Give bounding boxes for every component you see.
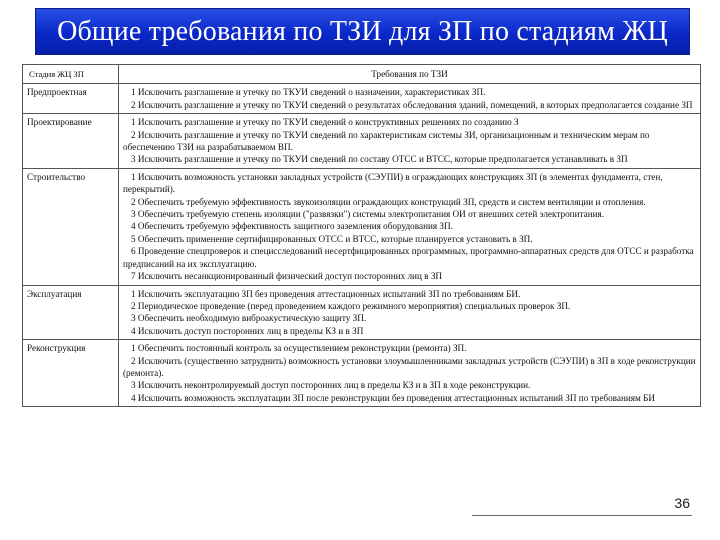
requirements-cell xyxy=(119,84,701,114)
table-row xyxy=(23,340,701,407)
stage-cell: Строительство xyxy=(23,168,119,285)
slide-title-banner xyxy=(35,8,690,55)
requirement-item: 6 Проведение спецпроверок и специсследований несертфицированных программных, программно-аппаратных средств для ОТСС и разработка предписаний на их эксплуатацию. xyxy=(123,246,694,269)
requirement-item: 7 Исключить несанкционированный физический доступ посторонних лиц в ЗП xyxy=(131,271,443,282)
requirement-item: 2 Обеспечить требуемую эффективность звукоизоляции ограждающих конструкций ЗП, средств и систем вентиляции и отопления. xyxy=(131,196,646,207)
stage-cell: Проектирование xyxy=(23,114,119,169)
requirement-item: 4 Обеспечить требуемую эффективность защитного заземления оборудования ЗП. xyxy=(131,221,453,232)
requirement-item: 2 Исключить (существенно затруднить) возможность установки злоумышленниками закладных устройств (СЭУПИ) в ЗП в ходе реконструкции (ремонта). xyxy=(123,355,696,378)
requirements-cell xyxy=(119,168,701,285)
requirement-item: 3 Исключить разглашение и утечку по ТКУИ сведений по составу ОТСС и ВТСС, которые предполагается устанавливать в ЗП xyxy=(131,154,628,165)
requirement-item: 1 Обеспечить постоянный контроль за осуществлением реконструкции (ремонта) ЗП. xyxy=(131,343,467,354)
slide-title: Общие требования по ТЗИ для ЗП по стадиям ЖЦ xyxy=(57,15,668,47)
table-row xyxy=(23,285,701,340)
requirements-cell xyxy=(119,340,701,407)
stage-cell: Предпроектная xyxy=(23,84,119,114)
table-body xyxy=(23,84,701,407)
table-row xyxy=(23,84,701,114)
requirement-item: 2 Исключить разглашение и утечку по ТКУИ сведений по характеристикам системы ЗИ, организационным и техническим мерам по обеспечению ТЗИ на разрабатываемом ВП. xyxy=(123,129,650,153)
table-header-row xyxy=(23,65,701,84)
requirement-item: 2 Исключить разглашение и утечку по ТКУИ сведений о результатах обследования зданий, помещений, в которых предполагается создание ЗП xyxy=(131,99,693,110)
stage-cell: Эксплуатация xyxy=(23,285,119,340)
requirement-item: 3 Обеспечить требуемую степень изоляции ("развязки") системы электропитания ОИ от внешних сетей электропитания. xyxy=(131,209,605,220)
page-number-rule xyxy=(472,515,692,516)
stage-cell: Реконструкция xyxy=(23,340,119,407)
requirement-item: 1 Исключить возможность установки закладных устройств (СЭУПИ) в ограждающих конструкциях ЗП (в элементах фундамента, стен, перекрытий). xyxy=(123,171,663,195)
table-row xyxy=(23,114,701,169)
requirement-item: 1 Исключить разглашение и утечку по ТКУИ сведений о назначении, характеристиках ЗП. xyxy=(131,87,486,98)
requirement-item: 1 Исключить разглашение и утечку по ТКУИ сведений о конструктивных решениях по созданию З xyxy=(131,117,519,128)
column-header-requirements: Требования по ТЗИ xyxy=(119,65,701,84)
requirement-item: 5 Обеспечить применение сертифицированных ОТСС и ВТСС, которые планируется установить в ЗП. xyxy=(131,233,533,244)
requirements-table xyxy=(22,64,701,407)
requirement-item: 1 Исключить эксплуатацию ЗП без проведения аттестационных испытаний ЗП по требованиям БИ. xyxy=(131,288,521,299)
requirement-item: 4 Исключить возможность эксплуатации ЗП после реконструкции без проведения аттестационных испытаний ЗП по требованиям БИ xyxy=(131,392,656,403)
requirement-item: 3 Обеспечить необходимую виброакустическую защиту ЗП. xyxy=(131,313,367,324)
requirement-item: 3 Исключить неконтролируемый доступ посторонних лиц в пределы КЗ и в ЗП в ходе реконструкции. xyxy=(131,380,531,391)
column-header-stage: Стадия ЖЦ ЗП xyxy=(23,65,119,84)
requirement-item: 4 Исключить доступ посторонних лиц в пределы КЗ и в ЗП xyxy=(131,325,364,336)
requirements-cell xyxy=(119,285,701,340)
requirements-cell xyxy=(119,114,701,169)
page-number: 36 xyxy=(674,495,690,511)
requirement-item: 2 Периодическое проведение (перед проведением каждого режимного мероприятия) специальных проверок ЗП. xyxy=(131,300,571,311)
table-row xyxy=(23,168,701,285)
